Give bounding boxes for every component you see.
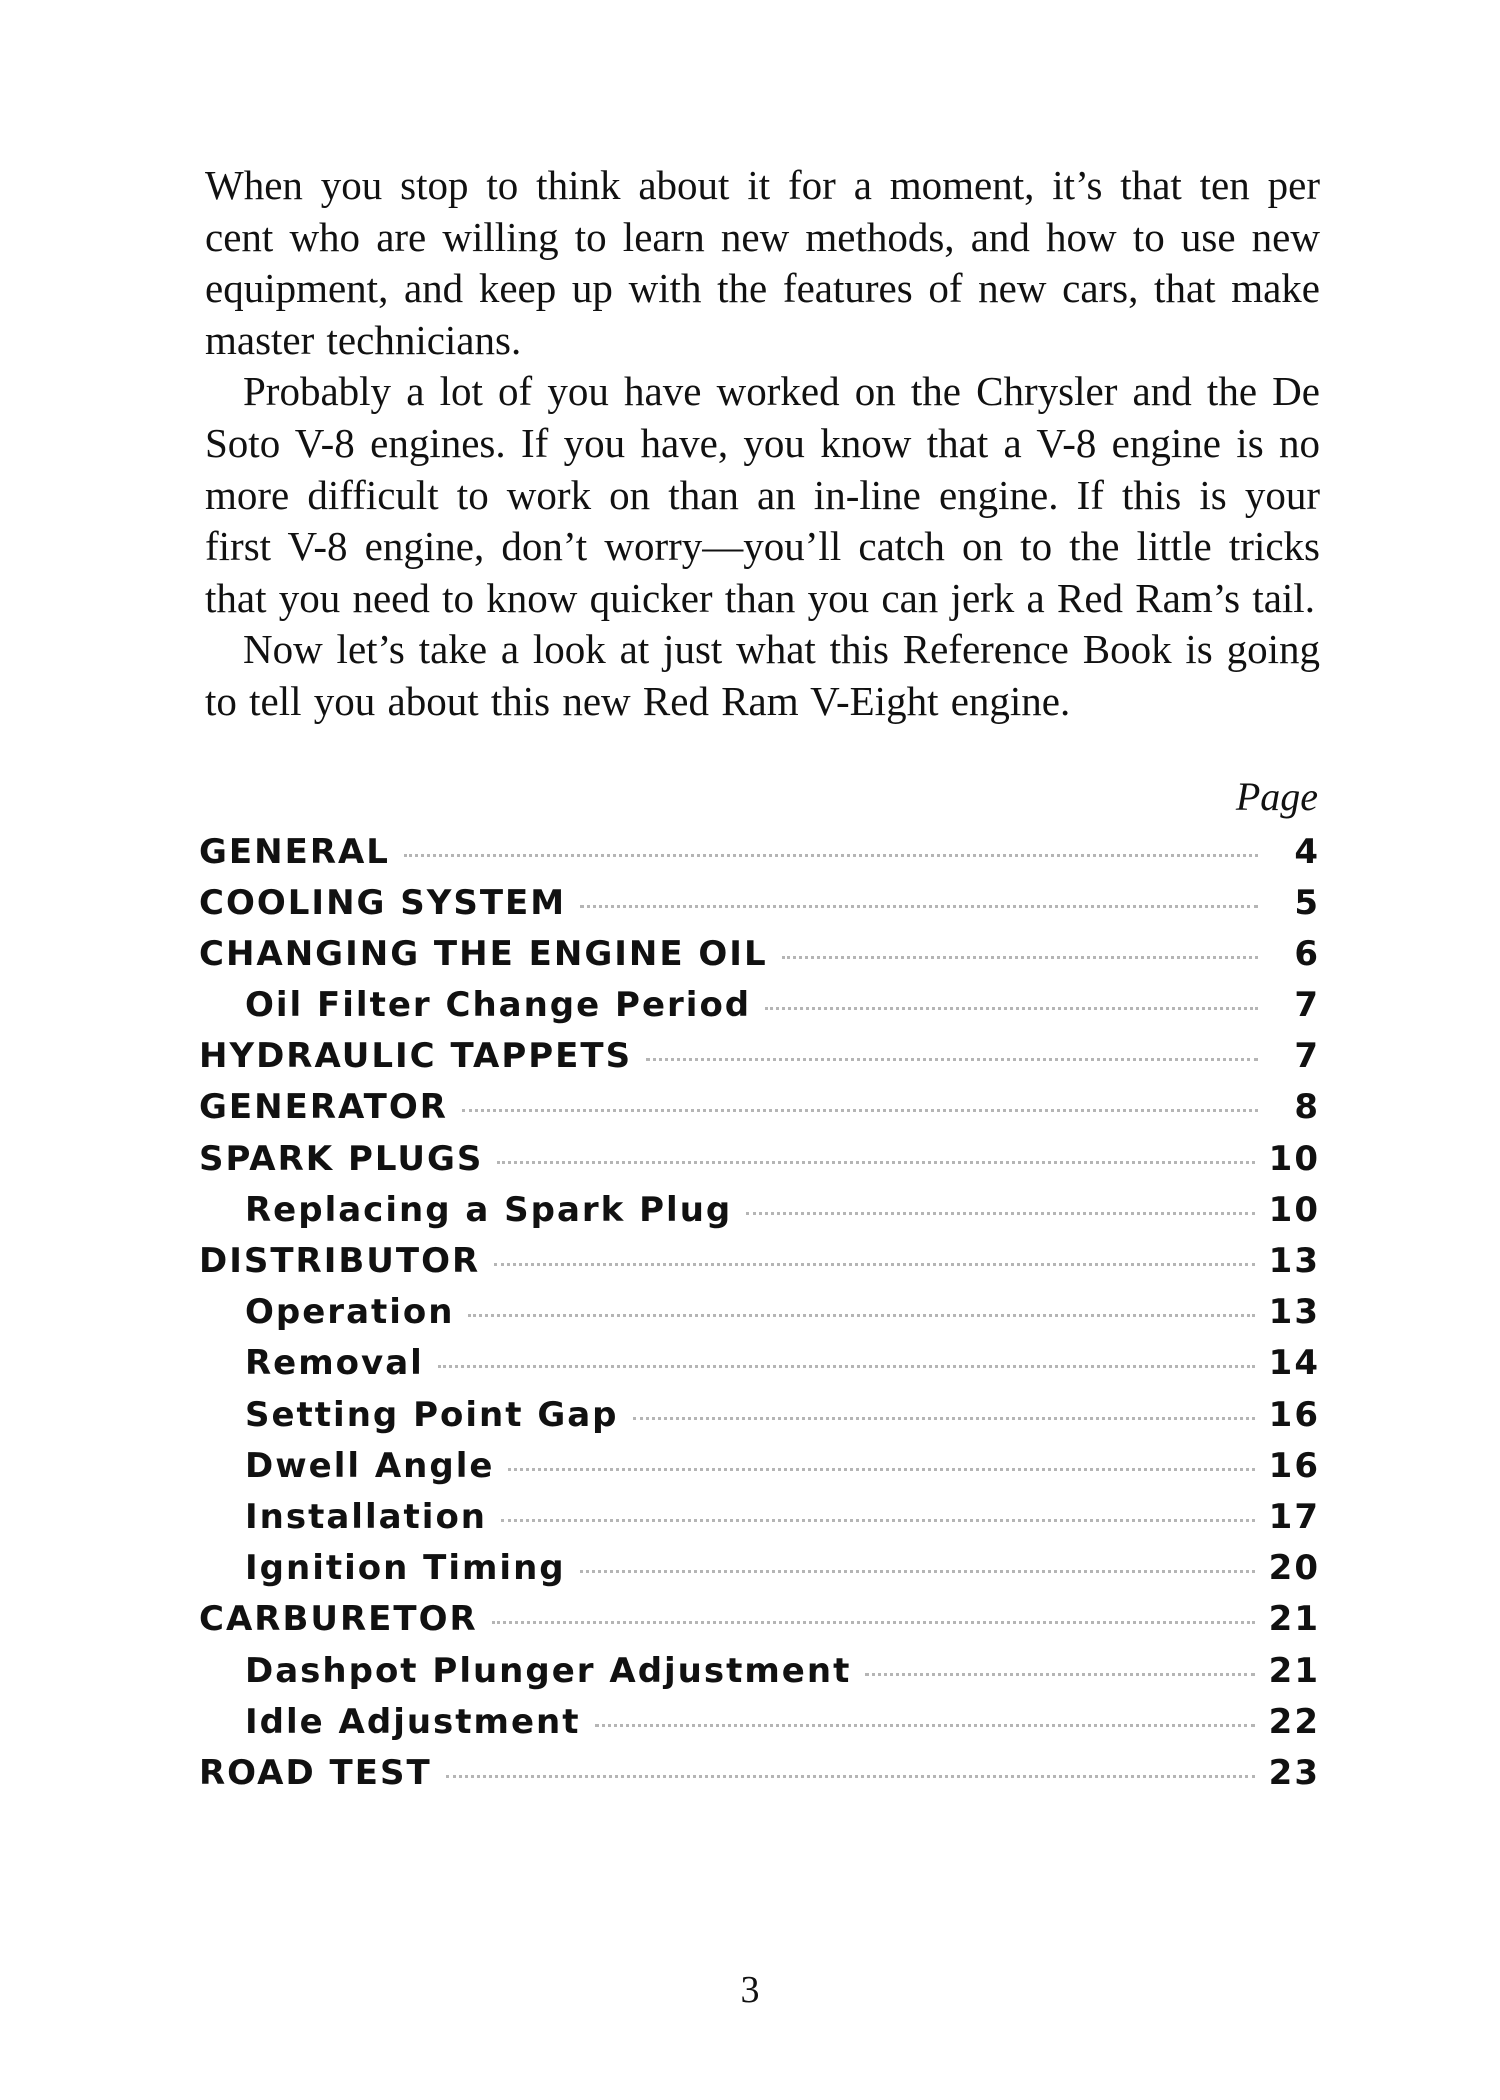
toc-entry-page-number: 10 (1268, 1138, 1320, 1179)
page-number: 3 (740, 1969, 760, 2011)
toc-entry-page-number: 16 (1268, 1394, 1320, 1435)
toc-entry-title: ROAD TEST (199, 1752, 432, 1793)
toc-subentry (199, 1548, 1320, 1599)
intro-paragraph-3: Now let’s take a look at just what this Reference Book is going to tell you about this new Red Ram V-Eight engine. (205, 626, 1320, 724)
intro-paragraph-1: When you stop to think about it for a moment, it’s that ten per cent who are willing to learn new methods, and how to use new equipment, and keep up with the features of new cars, that make master technicians. (205, 162, 1320, 363)
dot-leader (462, 1109, 1258, 1112)
dot-leader (580, 1570, 1255, 1573)
toc-entry-title: GENERAL (199, 831, 390, 872)
toc-entry-title: Replacing a Spark Plug (245, 1189, 733, 1230)
toc-subentry (199, 1446, 1320, 1497)
toc-entry-title: Idle Adjustment (245, 1701, 581, 1742)
toc-entry-title: CHANGING THE ENGINE OIL (199, 933, 768, 974)
toc-entry-page-number: 7 (1294, 1036, 1320, 1077)
table-of-contents (199, 832, 1320, 1805)
dot-leader (508, 1468, 1254, 1471)
toc-subentry (199, 1190, 1320, 1241)
toc-entry-page-number: 6 (1294, 933, 1320, 974)
toc-entry-title: CARBURETOR (199, 1599, 478, 1640)
toc-entry (199, 1087, 1320, 1138)
toc-entry-page-number: 21 (1268, 1599, 1320, 1640)
toc-entry-title: Dwell Angle (245, 1445, 495, 1486)
toc-entry-title: Operation (245, 1292, 455, 1333)
toc-entry-page-number: 5 (1294, 882, 1320, 923)
dot-leader (580, 905, 1258, 908)
toc-entry-page-number: 22 (1268, 1701, 1320, 1742)
toc-entry (199, 832, 1320, 883)
toc-entry-title: Ignition Timing (245, 1548, 566, 1589)
toc-subentry (199, 1497, 1320, 1548)
intro-text (205, 160, 1320, 728)
toc-entry-title: Setting Point Gap (245, 1394, 619, 1435)
toc-entry-title: HYDRAULIC TAPPETS (199, 1036, 633, 1077)
toc-entry-page-number: 17 (1268, 1496, 1320, 1537)
toc-entry (199, 1753, 1320, 1804)
dot-leader (497, 1161, 1254, 1164)
toc-entry (199, 883, 1320, 934)
toc-entry-title: Dashpot Plunger Adjustment (245, 1650, 852, 1691)
toc-entry (199, 1599, 1320, 1650)
toc-entry (199, 934, 1320, 985)
toc-subentry (199, 1395, 1320, 1446)
dot-leader (765, 1007, 1258, 1010)
toc-entry-page-number: 13 (1268, 1292, 1320, 1333)
toc-subentry (199, 1343, 1320, 1394)
dot-leader (404, 854, 1258, 857)
dot-leader (865, 1673, 1254, 1676)
dot-leader (494, 1263, 1254, 1266)
toc-entry-page-number: 7 (1294, 985, 1320, 1026)
dot-leader (595, 1724, 1255, 1727)
dot-leader (468, 1314, 1254, 1317)
toc-page-column-heading: Page (1235, 773, 1318, 819)
toc-entry-page-number: 13 (1268, 1241, 1320, 1282)
toc-entry-title: SPARK PLUGS (199, 1138, 484, 1179)
toc-entry-page-number: 8 (1294, 1087, 1320, 1128)
toc-entry-title: Installation (245, 1496, 488, 1537)
toc-subentry (199, 1292, 1320, 1343)
toc-subentry (199, 1651, 1320, 1702)
toc-entry-title: Removal (245, 1343, 424, 1384)
book-page (199, 160, 1320, 1820)
dot-leader (782, 956, 1258, 959)
toc-entry (199, 1139, 1320, 1190)
toc-entry-title: Oil Filter Change Period (245, 985, 752, 1026)
toc-subentry (199, 1702, 1320, 1753)
dot-leader (746, 1212, 1254, 1215)
toc-entry (199, 1036, 1320, 1087)
toc-entry-title: COOLING SYSTEM (199, 882, 567, 923)
dot-leader (492, 1621, 1255, 1624)
toc-entry-page-number: 10 (1268, 1189, 1320, 1230)
toc-entry-page-number: 23 (1268, 1752, 1320, 1793)
intro-paragraph-2: Probably a lot of you have worked on the Chrysler and the De Soto V-8 engines. If you have, you know that a V-8 engine is no more difficult to work on than an in-line engine. If this is your first V-8 engine, don’t worry—you’ll catch on to the little tricks that you need to know quicker than you can jerk a Red Ram’s tail. (205, 368, 1320, 621)
toc-entry-title: DISTRIBUTOR (199, 1241, 481, 1282)
dot-leader (501, 1519, 1255, 1522)
dot-leader (646, 1058, 1258, 1061)
toc-entry-page-number: 14 (1268, 1343, 1320, 1384)
toc-entry-page-number: 21 (1268, 1650, 1320, 1691)
toc-entry-page-number: 20 (1268, 1548, 1320, 1589)
toc-entry (199, 1241, 1320, 1292)
dot-leader (438, 1365, 1255, 1368)
dot-leader (633, 1417, 1255, 1420)
toc-entry-title: GENERATOR (199, 1087, 448, 1128)
toc-entry-page-number: 4 (1294, 831, 1320, 872)
toc-entry-page-number: 16 (1268, 1445, 1320, 1486)
toc-subentry (199, 985, 1320, 1036)
dot-leader (446, 1775, 1255, 1778)
